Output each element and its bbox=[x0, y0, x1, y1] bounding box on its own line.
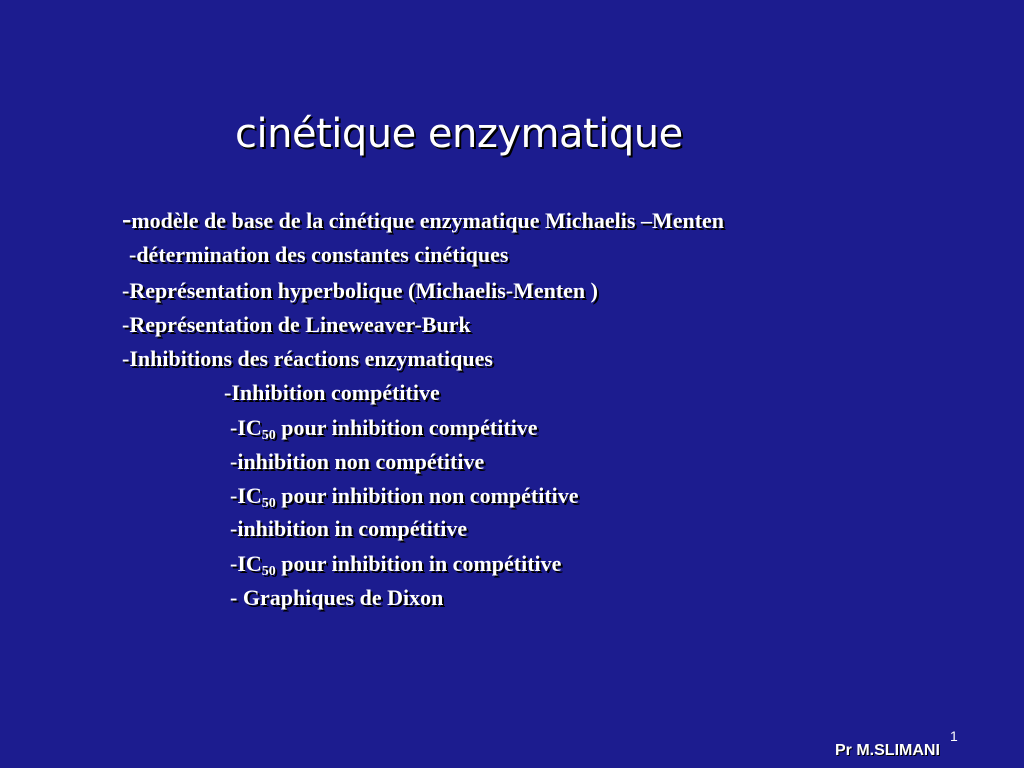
subscript-50: 50 bbox=[261, 428, 276, 443]
author-footer: Pr M.SLIMANI bbox=[835, 742, 940, 759]
content-line-3: -Représentation hyperbolique (Michaelis-Menten ) bbox=[122, 278, 598, 303]
content-line-2: -détermination des constantes cinétiques bbox=[129, 242, 509, 267]
bullet-dash: - bbox=[122, 204, 132, 235]
line-text-pre: -IC bbox=[230, 483, 262, 508]
line-text-post: pour inhibition in compétitive bbox=[275, 551, 562, 576]
content-line-12: - Graphiques de Dixon bbox=[230, 585, 444, 610]
subscript-50: 50 bbox=[261, 564, 276, 579]
content-line-5: -Inhibitions des réactions enzymatiques bbox=[122, 346, 493, 371]
content-line-10: -inhibition in compétitive bbox=[230, 516, 468, 541]
line-text-post: pour inhibition non compétitive bbox=[275, 483, 579, 508]
content-line-11 bbox=[230, 551, 561, 577]
line-text-post: pour inhibition compétitive bbox=[275, 415, 538, 440]
page-number: 1 bbox=[950, 728, 958, 744]
content-line-8: -inhibition non compétitive bbox=[230, 449, 485, 474]
content-line-6: -Inhibition compétitive bbox=[224, 380, 440, 405]
line-text-pre: -IC bbox=[230, 551, 262, 576]
content-line-4: -Représentation de Lineweaver-Burk bbox=[122, 312, 471, 337]
subscript-50: 50 bbox=[261, 496, 276, 511]
content-line-1 bbox=[122, 204, 725, 235]
slide-title: cinétique enzymatique bbox=[235, 111, 683, 157]
content-line-9 bbox=[230, 483, 579, 509]
content-line-7 bbox=[230, 415, 538, 441]
line-text-pre: -IC bbox=[230, 415, 262, 440]
line-text: modèle de base de la cinétique enzymatique Michaelis –Menten bbox=[131, 208, 725, 233]
